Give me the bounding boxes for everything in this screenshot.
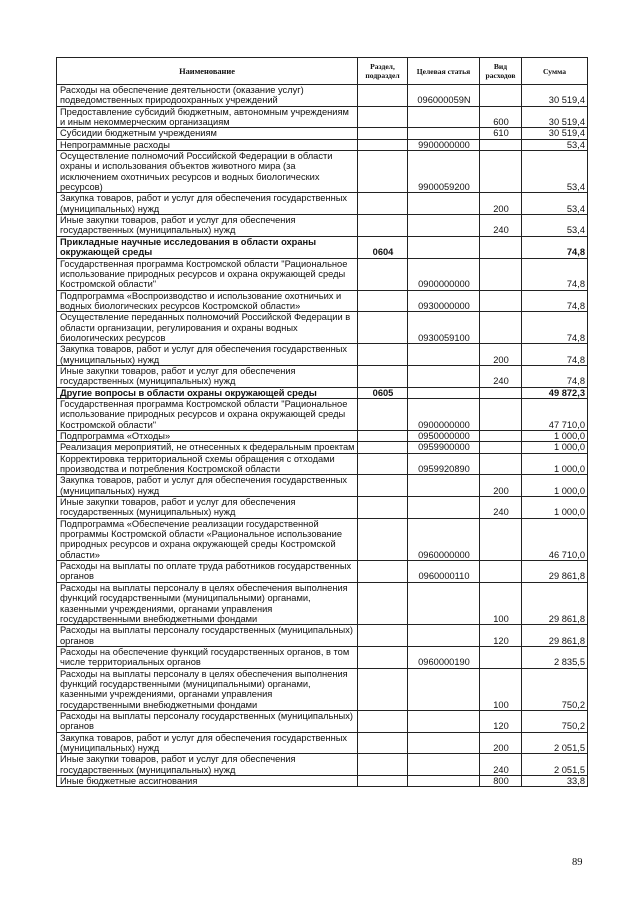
row-section xyxy=(358,139,408,150)
row-target xyxy=(408,668,480,710)
row-section xyxy=(358,475,408,497)
row-target xyxy=(408,776,480,787)
row-section xyxy=(358,344,408,366)
row-sum: 1 000,0 xyxy=(522,431,588,442)
row-name: Иные закупки товаров, работ и услуг для обеспечения государственных (муниципальных) нужд xyxy=(57,365,358,387)
row-type xyxy=(480,398,522,430)
row-type xyxy=(480,646,522,668)
row-name: Корректировка территориальной схемы обращения с отходами производства и потребления Костромской области xyxy=(57,453,358,475)
table-row xyxy=(57,582,588,624)
row-sum: 49 872,3 xyxy=(522,387,588,398)
row-sum: 74,8 xyxy=(522,290,588,312)
table-row xyxy=(57,497,588,519)
row-type xyxy=(480,453,522,475)
row-sum: 33,8 xyxy=(522,776,588,787)
row-name: Подпрограмма «Отходы» xyxy=(57,431,358,442)
table-row xyxy=(57,139,588,150)
row-target: 096000059N xyxy=(408,85,480,107)
row-target xyxy=(408,128,480,139)
header-sum: Сумма xyxy=(522,58,588,85)
row-name: Субсидии бюджетным учреждениям xyxy=(57,128,358,139)
table-row xyxy=(57,625,588,647)
row-sum: 1 000,0 xyxy=(522,475,588,497)
row-target xyxy=(408,754,480,776)
row-section xyxy=(358,732,408,754)
row-sum: 53,4 xyxy=(522,215,588,237)
table-row xyxy=(57,151,588,193)
row-sum: 750,2 xyxy=(522,668,588,710)
row-section xyxy=(358,312,408,344)
row-target xyxy=(408,710,480,732)
row-target xyxy=(408,625,480,647)
row-sum: 2 835,5 xyxy=(522,646,588,668)
row-sum: 2 051,5 xyxy=(522,732,588,754)
table-row xyxy=(57,344,588,366)
table-row xyxy=(57,776,588,787)
row-target xyxy=(408,497,480,519)
row-section xyxy=(358,518,408,560)
table-row xyxy=(57,387,588,398)
row-target: 0960000000 xyxy=(408,518,480,560)
row-name: Иные закупки товаров, работ и услуг для обеспечения государственных (муниципальных) нужд xyxy=(57,215,358,237)
row-target xyxy=(408,582,480,624)
row-section xyxy=(358,365,408,387)
row-section xyxy=(358,646,408,668)
row-type: 120 xyxy=(480,710,522,732)
row-name: Прикладные научные исследования в области охраны окружающей среды xyxy=(57,236,358,258)
table-row xyxy=(57,475,588,497)
header-section: Раздел, подраздел xyxy=(358,58,408,85)
row-target xyxy=(408,732,480,754)
row-section xyxy=(358,582,408,624)
row-type xyxy=(480,387,522,398)
row-target: 0900000000 xyxy=(408,258,480,290)
row-sum: 53,4 xyxy=(522,151,588,193)
table-row xyxy=(57,442,588,453)
row-name: Другие вопросы в области охраны окружающей среды xyxy=(57,387,358,398)
row-section xyxy=(358,290,408,312)
table-row xyxy=(57,365,588,387)
row-type xyxy=(480,431,522,442)
row-section xyxy=(358,625,408,647)
row-target xyxy=(408,387,480,398)
row-type: 240 xyxy=(480,754,522,776)
row-section xyxy=(358,754,408,776)
row-target xyxy=(408,475,480,497)
row-name: Расходы на выплаты персоналу в целях обеспечения выполнения функций государственными (муниципальными) органами, казенными учреждениями, органами управления государственными внебюджетными фондами xyxy=(57,668,358,710)
table-row xyxy=(57,312,588,344)
table-row xyxy=(57,193,588,215)
row-sum: 1 000,0 xyxy=(522,453,588,475)
row-type xyxy=(480,258,522,290)
row-target: 0950000000 xyxy=(408,431,480,442)
row-section xyxy=(358,431,408,442)
row-sum: 74,8 xyxy=(522,312,588,344)
row-target: 9900059200 xyxy=(408,151,480,193)
table-row xyxy=(57,106,588,128)
row-target xyxy=(408,344,480,366)
row-name: Государственная программа Костромской области "Рациональное использование природных ресурсов и охрана окружающей среды Костромской области" xyxy=(57,398,358,430)
row-target: 0960000190 xyxy=(408,646,480,668)
row-type: 610 xyxy=(480,128,522,139)
page-number: 89 xyxy=(572,857,583,868)
row-sum: 53,4 xyxy=(522,193,588,215)
row-name: Иные закупки товаров, работ и услуг для обеспечения государственных (муниципальных) нужд xyxy=(57,497,358,519)
table-row xyxy=(57,85,588,107)
row-type xyxy=(480,290,522,312)
row-name: Предоставление субсидий бюджетным, автономным учреждениям и иным некоммерческим организациям xyxy=(57,106,358,128)
row-type xyxy=(480,518,522,560)
row-type: 240 xyxy=(480,215,522,237)
row-sum: 53,4 xyxy=(522,139,588,150)
row-name: Иные закупки товаров, работ и услуг для обеспечения государственных (муниципальных) нужд xyxy=(57,754,358,776)
row-name: Реализация мероприятий, не отнесенных к федеральным проектам xyxy=(57,442,358,453)
row-name: Расходы на обеспечение функций государственных органов, в том числе территориальных органов xyxy=(57,646,358,668)
row-type: 600 xyxy=(480,106,522,128)
header-name: Наименование xyxy=(57,58,358,85)
table-row xyxy=(57,236,588,258)
row-type: 240 xyxy=(480,365,522,387)
row-type: 800 xyxy=(480,776,522,787)
row-section xyxy=(358,106,408,128)
row-sum: 74,8 xyxy=(522,258,588,290)
row-type: 240 xyxy=(480,497,522,519)
table-row xyxy=(57,431,588,442)
row-sum: 750,2 xyxy=(522,710,588,732)
table-row xyxy=(57,710,588,732)
row-target xyxy=(408,193,480,215)
row-target: 0930059100 xyxy=(408,312,480,344)
row-section xyxy=(358,776,408,787)
table-header-row xyxy=(57,58,588,85)
header-target: Целевая статья xyxy=(408,58,480,85)
table-row xyxy=(57,258,588,290)
table-row xyxy=(57,754,588,776)
row-section xyxy=(358,561,408,583)
row-sum: 29 861,8 xyxy=(522,625,588,647)
row-name: Расходы на выплаты персоналу государственных (муниципальных) органов xyxy=(57,710,358,732)
row-target xyxy=(408,215,480,237)
row-target: 0900000000 xyxy=(408,398,480,430)
row-name: Подпрограмма «Воспроизводство и использование охотничьих и водных биологических ресурсов Костромской области» xyxy=(57,290,358,312)
row-sum: 74,8 xyxy=(522,236,588,258)
row-name: Государственная программа Костромской области "Рациональное использование природных ресурсов и охрана окружающей среды Костромской области" xyxy=(57,258,358,290)
row-name: Закупка товаров, работ и услуг для обеспечения государственных (муниципальных) нужд xyxy=(57,732,358,754)
row-name: Закупка товаров, работ и услуг для обеспечения государственных (муниципальных) нужд xyxy=(57,475,358,497)
row-target: 0959920890 xyxy=(408,453,480,475)
row-sum: 30 519,4 xyxy=(522,106,588,128)
row-name: Осуществление полномочий Российской Федерации в области охраны и использования объектов животного мира (за исключением охотничьих ресурсов и водных биологических ресурсов) xyxy=(57,151,358,193)
row-type: 100 xyxy=(480,582,522,624)
table-row xyxy=(57,290,588,312)
row-section xyxy=(358,193,408,215)
table-row xyxy=(57,732,588,754)
row-type xyxy=(480,85,522,107)
row-target: 9900000000 xyxy=(408,139,480,150)
row-type xyxy=(480,236,522,258)
row-name: Закупка товаров, работ и услуг для обеспечения государственных (муниципальных) нужд xyxy=(57,193,358,215)
row-sum: 29 861,8 xyxy=(522,561,588,583)
row-target: 0960000110 xyxy=(408,561,480,583)
row-section: 0605 xyxy=(358,387,408,398)
table-body xyxy=(57,85,588,787)
row-type: 200 xyxy=(480,475,522,497)
row-target: 0959900000 xyxy=(408,442,480,453)
row-section xyxy=(358,668,408,710)
row-name: Осуществление переданных полномочий Российской Федерации в области организации, регулирования и охраны водных биологических ресурсов xyxy=(57,312,358,344)
row-target xyxy=(408,236,480,258)
row-type xyxy=(480,561,522,583)
table-row xyxy=(57,518,588,560)
row-target: 0930000000 xyxy=(408,290,480,312)
row-section xyxy=(358,215,408,237)
row-type: 120 xyxy=(480,625,522,647)
row-sum: 46 710,0 xyxy=(522,518,588,560)
row-name: Подпрограмма «Обеспечение реализации государственной программы Костромской области «Рациональное использование природных ресурсов и охрана окружающей среды Костромской области» xyxy=(57,518,358,560)
row-sum: 2 051,5 xyxy=(522,754,588,776)
row-section: 0604 xyxy=(358,236,408,258)
row-section xyxy=(358,497,408,519)
table-row xyxy=(57,215,588,237)
table-row xyxy=(57,398,588,430)
row-sum: 74,8 xyxy=(522,344,588,366)
row-sum: 1 000,0 xyxy=(522,497,588,519)
row-type: 200 xyxy=(480,732,522,754)
row-name: Расходы на выплаты по оплате труда работников государственных органов xyxy=(57,561,358,583)
row-name: Расходы на выплаты персоналу государственных (муниципальных) органов xyxy=(57,625,358,647)
budget-table xyxy=(56,57,588,787)
row-section xyxy=(358,258,408,290)
row-type: 200 xyxy=(480,193,522,215)
row-name: Иные бюджетные ассигнования xyxy=(57,776,358,787)
row-sum: 47 710,0 xyxy=(522,398,588,430)
table-row xyxy=(57,453,588,475)
header-type: Вид расходов xyxy=(480,58,522,85)
row-type xyxy=(480,442,522,453)
row-target xyxy=(408,365,480,387)
row-section xyxy=(358,398,408,430)
row-type: 200 xyxy=(480,344,522,366)
row-type xyxy=(480,151,522,193)
table-row xyxy=(57,561,588,583)
row-target xyxy=(408,106,480,128)
row-name: Закупка товаров, работ и услуг для обеспечения государственных (муниципальных) нужд xyxy=(57,344,358,366)
row-name: Расходы на выплаты персоналу в целях обеспечения выполнения функций государственными (муниципальными) органами, казенными учреждениями, органами управления государственными внебюджетными фондами xyxy=(57,582,358,624)
row-type xyxy=(480,139,522,150)
row-section xyxy=(358,128,408,139)
row-section xyxy=(358,442,408,453)
table-row xyxy=(57,646,588,668)
row-sum: 1 000,0 xyxy=(522,442,588,453)
row-type xyxy=(480,312,522,344)
row-section xyxy=(358,710,408,732)
row-section xyxy=(358,453,408,475)
row-section xyxy=(358,85,408,107)
row-sum: 30 519,4 xyxy=(522,128,588,139)
table-row xyxy=(57,128,588,139)
row-sum: 74,8 xyxy=(522,365,588,387)
table-row xyxy=(57,668,588,710)
budget-document xyxy=(56,57,587,787)
row-type: 100 xyxy=(480,668,522,710)
row-name: Расходы на обеспечение деятельности (оказание услуг) подведомственных природоохранных учреждений xyxy=(57,85,358,107)
row-section xyxy=(358,151,408,193)
row-sum: 29 861,8 xyxy=(522,582,588,624)
row-sum: 30 519,4 xyxy=(522,85,588,107)
row-name: Непрограммные расходы xyxy=(57,139,358,150)
